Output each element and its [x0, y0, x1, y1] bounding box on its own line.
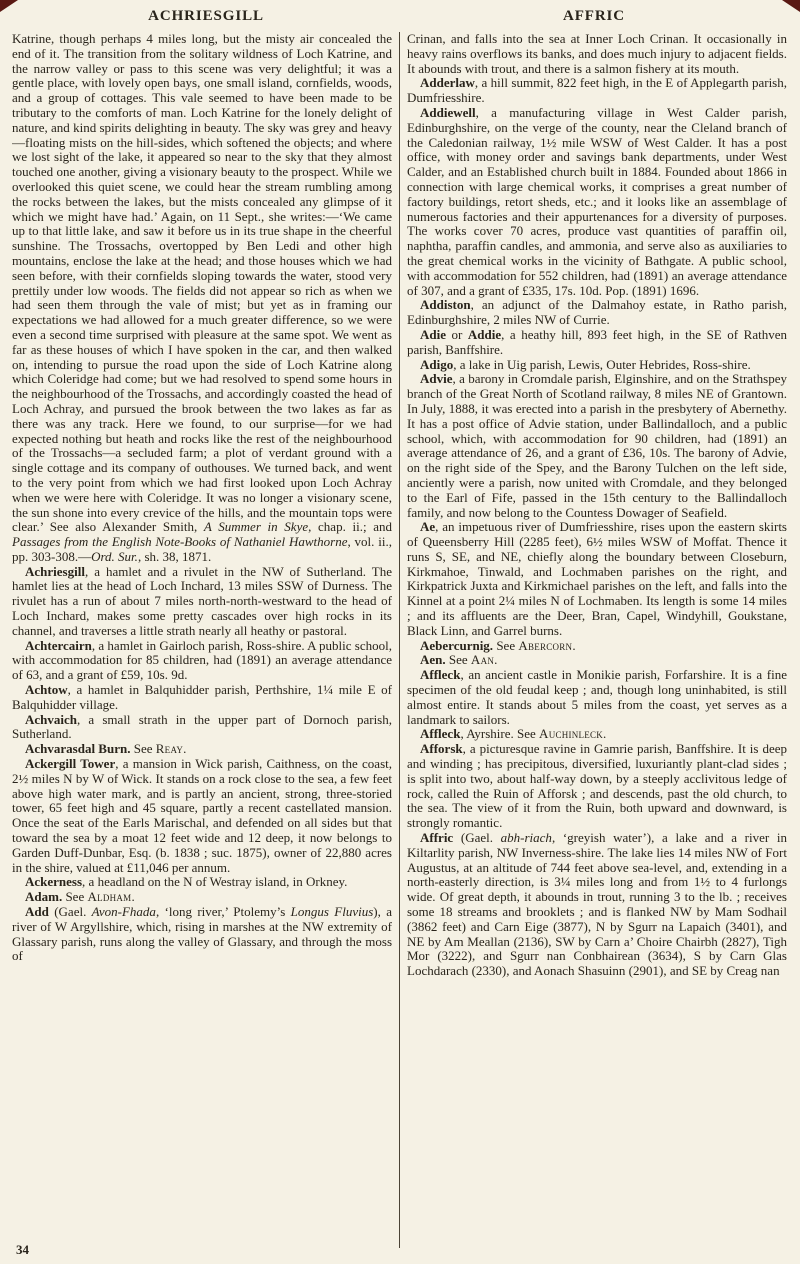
italic-text: Ord. Sur.	[91, 548, 138, 564]
entry-text: .	[572, 637, 576, 653]
entry-text: , ‘greyish water’), a lake and a river in Kiltarlity parish, NW Inverness-shire. The lake lies 14 miles NW of Fort Augustus, at an altitude of 744 feet above sea-level, and, extending in a north-easterly direction, is 3¼ miles long and from 1½ to 4 furlongs wide. Of great depth, it abounds in trout, running 3 to the lb. ; receives some 18 streams and brooklets ; and is flanked NW by Mam Sodhail (3862 feet) and Carn Eige (3877), N by Sgurr na Lapaich (3401), and NE by Am Meallan (2136), SW by Carn a’ Choire Chairbh (2827), Tigh Mor (3222), and Sgurr nan Conbhairean (3634), S by Carn Glas Lochdarach (2330), and Aonach Shasuinn (2901), and SE by Creag nan	[407, 830, 787, 979]
entry-aen	[407, 653, 787, 668]
entry-text: , a heathy hill, 893 feet high, in the SE of Rathven parish, Banffshire.	[407, 326, 787, 357]
entry-name: Adderlaw	[420, 75, 475, 91]
entry-add	[12, 905, 392, 964]
entry-name: Affleck	[420, 726, 461, 742]
entry-addiewell	[407, 106, 787, 298]
entry-text: Katrine, though perhaps 4 miles long, but the misty air concealed the end of it. The transition from the solitary wildness of Loch Katrine, and the narrow valley or pass to this scene was very delightful; it was a gentle place, with lovely open bays, one small island, cornfields, woods, and a group of cottages. This vale seemed to have been made to be tributary to the comforts of man. Loch Katrine for the lonely delight of nature, and kind spirits delighting in beauty. The sky was grey and heavy—floating mists on the hill-sides, which softened the objects; and where we lost sight of the lake, it appeared so near to the sky that they almost touched one another, giving a visionary beauty to the prospect. While we overlooked this quiet scene, we could hear the stream rumbling among the rocks between the lakes, but the mists concealed any glimpse of it which we might have had.’ Again, on 11 Sept., she writes:—‘We came up to that little lake, and saw it before us in its true shape in the cheerful sunshine. The Trossachs, overtopped by Ben Ledi and other high mountains, enclose the lake at the head; and those houses which we had seen before, with their cornfields sloping towards the water, stood very prettily under low woods. The fields did not appear so rich as when we had seen them through the vale of mist; but yet as in framing our expectations we had allowed for a much greater difference, so we were even a second time surprised with pleasure at the same spot. We went as far as these houses of which I have spoken in the car, and then walked on, intending to pursue the road upon the side of Loch Katrine along which Coleridge had come; but we had resolved to spend some hours in the neighbourhood of the Trossachs, and accordingly coasted the head of Loch Achray, and pursued the brook between the two lakes as far as there was any track. Here we found, to our surprise—for we had expected nothing but heath and rocks like the rest of the neighbourhood of the Trossachs—a secluded farm; a plot of verdant ground with a single cottage and its company of outhouses. We turned back, and went to the very point from which we had first looked upon Loch Achray when we were here with Coleridge. It was no longer a visionary scene, the sun shone into every crevice of the hills, and the mountain tops were clear.’ See also Alexander Smith,	[12, 32, 392, 535]
entry-name: Adie	[420, 326, 446, 342]
entry-text: , a hamlet in Balquhidder parish, Perthshire, 1¼ mile E of Balquhidder village.	[12, 682, 392, 712]
entry-achvarasdal-burn	[12, 742, 392, 757]
entry-affleck-ayrshire	[407, 727, 787, 742]
entry-text: , a hamlet in Gairloch parish, Ross-shire. A public school, with accommodation for 85 children, had (1891) an average attendance of 63, and a grant of £59, 10s. 9d.	[12, 637, 392, 683]
entry-text: , ‘long river,’ Ptolemy’s	[155, 904, 291, 920]
page-number: 34	[16, 1242, 29, 1257]
entry-name: Achriesgill	[25, 563, 85, 579]
entry-adie	[407, 328, 787, 358]
entry-name: Ackerness	[25, 874, 83, 890]
entry-name: Addiston	[420, 297, 471, 313]
entry-achriesgill	[12, 565, 392, 639]
text-columns	[12, 32, 788, 1248]
entry-name: Addiewell	[420, 104, 476, 120]
italic-text: Longus Fluvius	[290, 904, 374, 920]
entry-text: , chap. ii.; and	[308, 519, 392, 535]
entry-text: , a hamlet and a rivulet in the NW of Sutherland. The hamlet lies at the head of Loch Inchard, 13 miles SSW of Durness. The rivulet has a run of about 7 miles north-north-westward to the head of Loch Inchard, makes some pretty cascades over high rocks in its channel, and traverses a little strath nearly all heathy or pastoral.	[12, 563, 392, 638]
entry-text: , sh. 38, 1871.	[137, 548, 212, 564]
entry-addiston	[407, 298, 787, 328]
entry-text: , a mansion in Wick parish, Caithness, on the coast, 2½ miles N by W of Wick. It stands on a rock close to the sea, a few feet above high water mark, and is partly an ancient, strong, three-storied tower, 65 feet high and 45 square, partly a recent castellated mansion. Once the seat of the Earls Marischal, and defended on all sides but that toward the sea by a moat 12 feet wide and 12 deep, it now belongs to Garden Duff-Dunbar, Esq. (b. 1838 ; suc. 1875), owner of 22,880 acres in the shire, valued at £11,046 per annum.	[12, 756, 392, 875]
entry-text: Crinan, and falls into the sea at Inner Loch Crinan. It occasionally in heavy rains overflows its banks, and does much injury to adjacent fields. It abounds with trout, and there is a salmon fishery at its mouth.	[407, 32, 787, 76]
left-column	[12, 32, 392, 1248]
italic-text: abh-riach	[500, 830, 552, 846]
entry-text: , Ayrshire. See	[460, 726, 540, 742]
entry-name: Achvarasdal Burn.	[25, 741, 131, 757]
entry-name: Achvaich	[25, 711, 77, 727]
entry-ackerness	[12, 875, 392, 890]
italic-text: Avon-Fhada	[91, 904, 156, 920]
entry-text: , vol. ii., pp. 303-308.—	[12, 534, 392, 564]
entry-name: Ae	[420, 519, 436, 535]
entry-text: .	[603, 726, 607, 742]
entry-name: Adam.	[25, 889, 63, 905]
entry-adderlaw	[407, 76, 787, 106]
entry-text: , a lake in Uig parish, Lewis, Outer Hebrides, Ross-shire.	[453, 356, 751, 372]
continuation-add-crinan	[407, 32, 787, 76]
cross-reference: Aldham	[87, 889, 132, 905]
entry-text: .	[494, 652, 498, 668]
entry-name: Addie	[467, 326, 502, 342]
entry-name: Achtercairn	[25, 637, 92, 653]
running-heads	[12, 8, 788, 25]
italic-text: A Summer in Skye	[203, 519, 309, 535]
right-column	[407, 32, 787, 1248]
entry-name: Affric	[420, 830, 454, 846]
entry-text: ), a river of W Argyllshire, which, rising in marshes at the NW extremity of Glassary parish, runs along the valley of Glassary, and through the moss of	[12, 904, 392, 964]
entry-affric	[407, 831, 787, 979]
entry-text: .	[183, 741, 187, 757]
cross-reference: Auchinleck	[539, 726, 604, 742]
entry-achtow	[12, 683, 392, 713]
entry-name: Add	[25, 904, 49, 920]
entry-name: Adigo	[420, 356, 454, 372]
entry-name: Aebercurnig.	[420, 637, 494, 653]
entry-text: , an adjunct of the Dalmahoy estate, in Ratho parish, Edinburghshire, 2 miles NW of Currie.	[407, 297, 787, 328]
entry-text: , a manufacturing village in West Calder parish, Edinburghshire, on the verge of the county, near the Cleland branch of the Caledonian railway, 1½ mile WSW of West Calder. It has a post office, with money order and savings bank departments, under West Calder, and an Established church built in 1884. Founded about 1866 in connection with large chemical works, it comprises a great number of factory buildings, retort sheds, etc.; and it looks like an assemblage of numerous factories and their appurtenances for a diversity of purposes. The works cover 70 acres, produce vast quantities of paraffin oil, naphtha, paraffin candles, and ammonia, and serve also as auxiliaries to the great chemical works in the vicinity of Bathgate. A public school, with accommodation for 552 children, had (1891) an average attendance of 307, and a grant of £335, 17s. 10d. Pop. (1891) 1696.	[407, 104, 787, 298]
entry-aebercurnig	[407, 639, 787, 654]
entry-text: or	[446, 326, 468, 342]
entry-name: Affleck	[420, 667, 461, 683]
entry-name: Advie	[420, 371, 453, 387]
cross-reference: Aan	[470, 652, 495, 668]
entry-affleck-castle	[407, 668, 787, 727]
cross-reference: Abercorn	[518, 637, 573, 653]
entry-adigo	[407, 358, 787, 373]
entry-text: , a small strath in the upper part of Dornoch parish, Sutherland.	[12, 711, 392, 742]
entry-text: , a barony in Cromdale parish, Elginshire, and on the Strathspey branch of the Great North of Scotland railway, 8 miles NE of Grantown. In July, 1888, it was erected into a parish in the presbytery of Abernethy. It has a post office of Advie station, under Ballindalloch, and a public school, which, with accommodation for 90 children, had (1891) an average attendance of 26, and a grant of £36, 10s. The barony of Advie, on the right side of the Spey, and the Barony Tulchen on the left side, anciently were a parish, now united with Cromdale, and they belonged to the Earl of Fife, passed in the 15th century to the Ballindalloch family, and now belong to the Countess Dowager of Seafield.	[407, 371, 787, 520]
running-head-right: AFFRIC	[562, 8, 626, 24]
cross-reference: Reay	[155, 741, 184, 757]
entry-text: , a picturesque ravine in Gamrie parish, Banffshire. It is deep and winding ; has precipitous, diversified, luxuriantly plant-clad sides ; is split into two, about half-way down, by a steeply acclivitous ledge of rock, called the Ruin of Afforsk ; and descends, past the old church, to the sea. The view of it from the Ruin, both upward and downward, is strongly romantic.	[407, 741, 787, 831]
entry-name: Afforsk	[420, 741, 463, 757]
entry-text: (Gael.	[453, 830, 501, 846]
entry-text: , an ancient castle in Monikie parish, Forfarshire. It is a fine specimen of the old feudal keep ; and, though long uninhabited, is still almost entire. It stands about 5 miles from the coast, yet serves as a landmark to sailors.	[407, 667, 787, 727]
running-head-left: ACHRIESGILL	[148, 8, 264, 24]
entry-afforsk	[407, 742, 787, 831]
italic-text: Passages from the English Note-Books of Nathaniel Hawthorne	[12, 534, 348, 550]
entry-name: Ackergill Tower	[25, 756, 116, 772]
entry-achtercairn	[12, 639, 392, 683]
entry-advie	[407, 372, 787, 520]
entry-ackergill-tower	[12, 757, 392, 875]
column-divider-rule	[399, 32, 400, 1248]
entry-achvaich	[12, 713, 392, 743]
entry-ae	[407, 520, 787, 638]
entry-adam	[12, 890, 392, 905]
entry-name: Achtow	[25, 682, 68, 698]
entry-text: See	[62, 889, 88, 905]
continuation-loch-katrine	[12, 32, 392, 565]
entry-text: See	[493, 637, 519, 653]
entry-text: , an impetuous river of Dumfriesshire, rises upon the eastern skirts of Queensberry Hill (2285 feet), 6½ miles WSW of Moffat. Thence it runs S, SE, and NE, chiefly along the boundary between Closeburn, Kirkmahoe, Tinwald, and Lochmaben parishes on the right, and Kirkpatrick Juxta and Kirkmichael parishes on the left, and falls into the Kinnel at a point 2¼ miles N of Lochmaben. Its length is some 14 miles ; and its affluents are the Deer, Bran, Capel, Windyhill, Goukstane, Black Linn, and Garrel burns.	[407, 519, 787, 638]
entry-text: See	[130, 741, 156, 757]
entry-text: , a headland on the N of Westray island, in Orkney.	[82, 874, 348, 890]
entry-text: , a hill summit, 822 feet high, in the E of Applegarth parish, Dumfriesshire.	[407, 75, 787, 106]
entry-text: .	[131, 889, 135, 905]
entry-name: Aen.	[420, 652, 446, 668]
entry-text: See	[445, 652, 471, 668]
entry-text: (Gael.	[48, 904, 92, 920]
